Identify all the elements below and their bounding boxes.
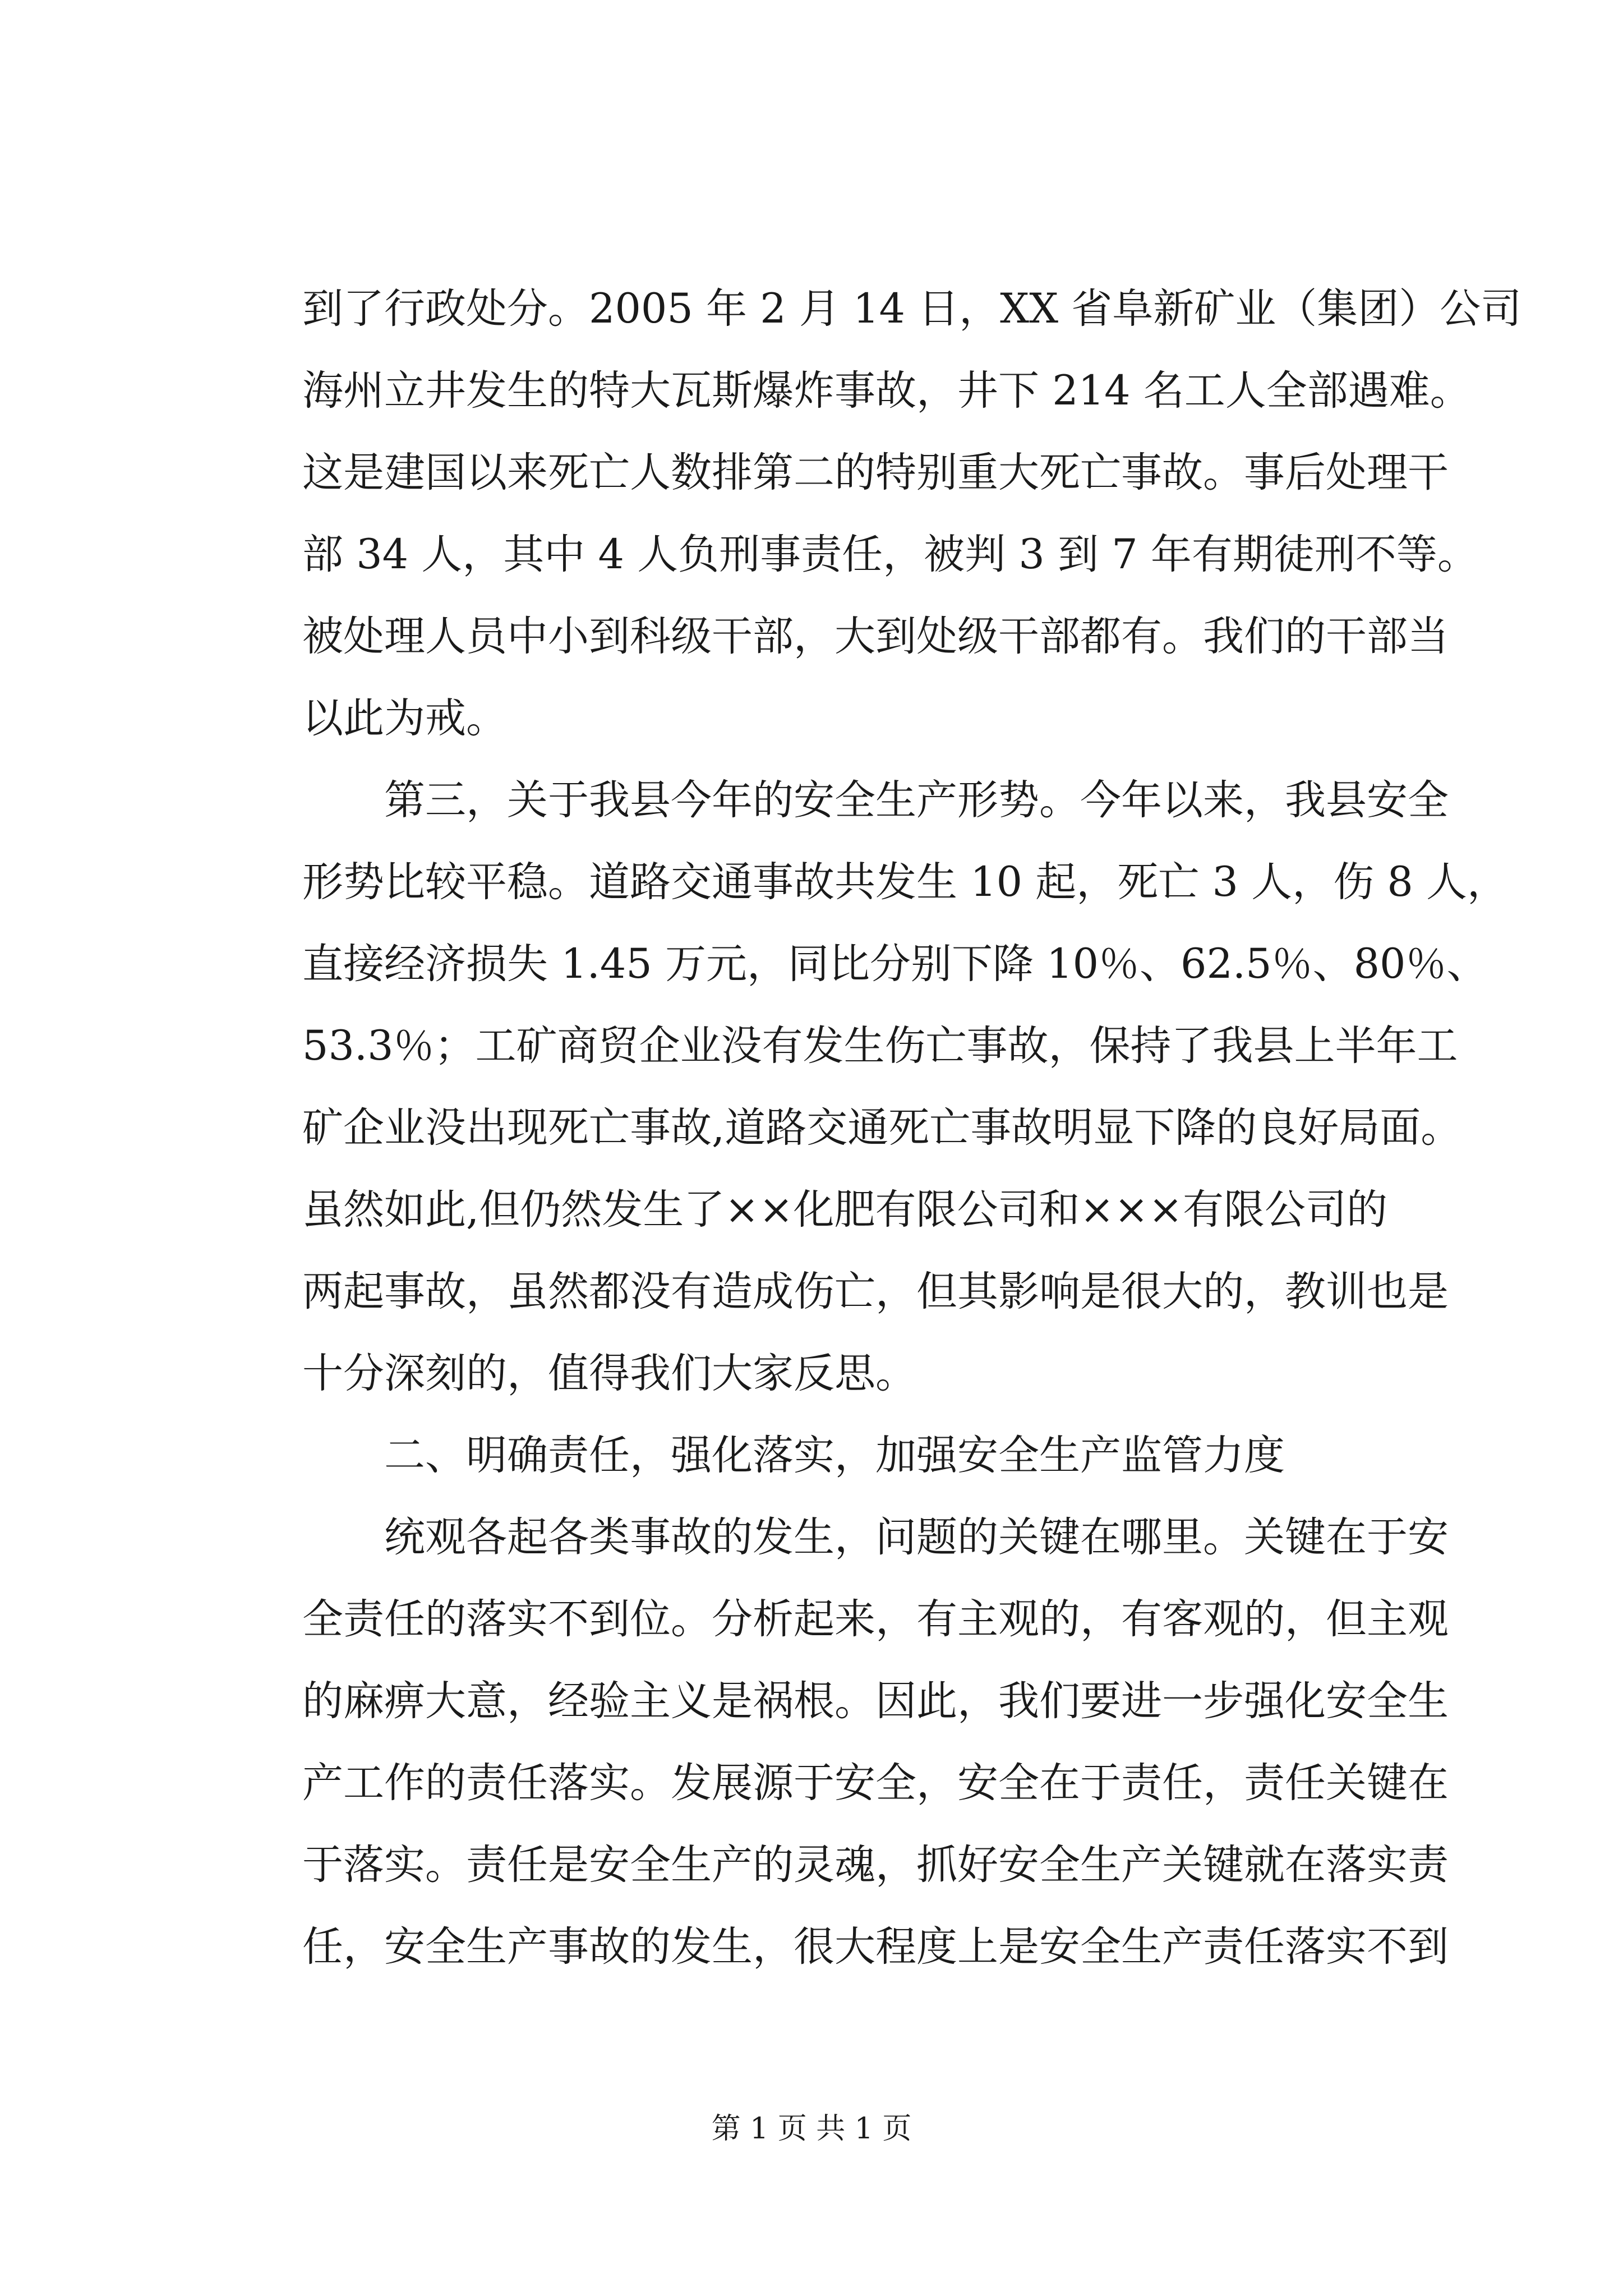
text-line: 被处理人员中小到科级干部，大到处级干部都有。我们的干部当 xyxy=(302,613,1449,660)
text-line: 的麻痹大意，经验主义是祸根。因此，我们要进一步强化安全生 xyxy=(302,1677,1449,1725)
text-line: 到了行政处分。2005 年 2 月 14 日，XX 省阜新矿业（集团）公司 xyxy=(302,285,1522,333)
text-line: 两起事故，虽然都没有造成伤亡，但其影响是很大的，教训也是 xyxy=(302,1268,1449,1315)
text-line: 于落实。责任是安全生产的灵魂，抓好安全生产关键就在落实责 xyxy=(302,1841,1449,1889)
text-line: 直接经济损失 1.45 万元，同比分别下降 10％、62.5％、80％、 xyxy=(302,940,1488,988)
text-line: 以此为戒。 xyxy=(302,694,507,742)
text-line: 形势比较平稳。道路交通事故共发生 10 起，死亡 3 人，伤 8 人， xyxy=(302,858,1509,906)
text-line: 全责任的落实不到位。分析起来，有主观的，有客观的，但主观 xyxy=(302,1595,1449,1643)
text-line: 海州立井发生的特大瓦斯爆炸事故，井下 214 名工人全部遇难。 xyxy=(302,367,1471,415)
text-line: 任，安全生产事故的发生，很大程度上是安全生产责任落实不到 xyxy=(302,1923,1449,1971)
text-line: 53.3％；工矿商贸企业没有发生伤亡事故，保持了我县上半年工 xyxy=(302,1022,1458,1070)
text-line: 部 34 人，其中 4 人负刑事责任，被判 3 到 7 年有期徒刑不等。 xyxy=(302,531,1478,578)
page-footer xyxy=(0,2106,1623,2151)
text-line: 十分深刻的，值得我们大家反思。 xyxy=(302,1350,916,1397)
section-heading: 二、明确责任，强化落实，加强安全生产监管力度 xyxy=(384,1432,1285,1479)
page-number-label: 第 1 页 共 1 页 xyxy=(711,2112,912,2146)
document-body xyxy=(302,268,1522,1988)
text-line: 矿企业没出现死亡事故,道路交通死亡事故明显下降的良好局面。 xyxy=(302,1104,1462,1152)
paragraph-start-line: 第三，关于我县今年的安全生产形势。今年以来，我县安全 xyxy=(384,776,1449,824)
text-line: 虽然如此,但仍然发生了××化肥有限公司和×××有限公司的 xyxy=(302,1186,1388,1234)
text-line: 产工作的责任落实。发展源于安全，安全在于责任，责任关键在 xyxy=(302,1759,1449,1807)
text-line: 这是建国以来死亡人数排第二的特别重大死亡事故。事后处理干 xyxy=(302,449,1449,496)
paragraph-start-line: 统观各起各类事故的发生，问题的关键在哪里。关键在于安 xyxy=(384,1513,1449,1561)
